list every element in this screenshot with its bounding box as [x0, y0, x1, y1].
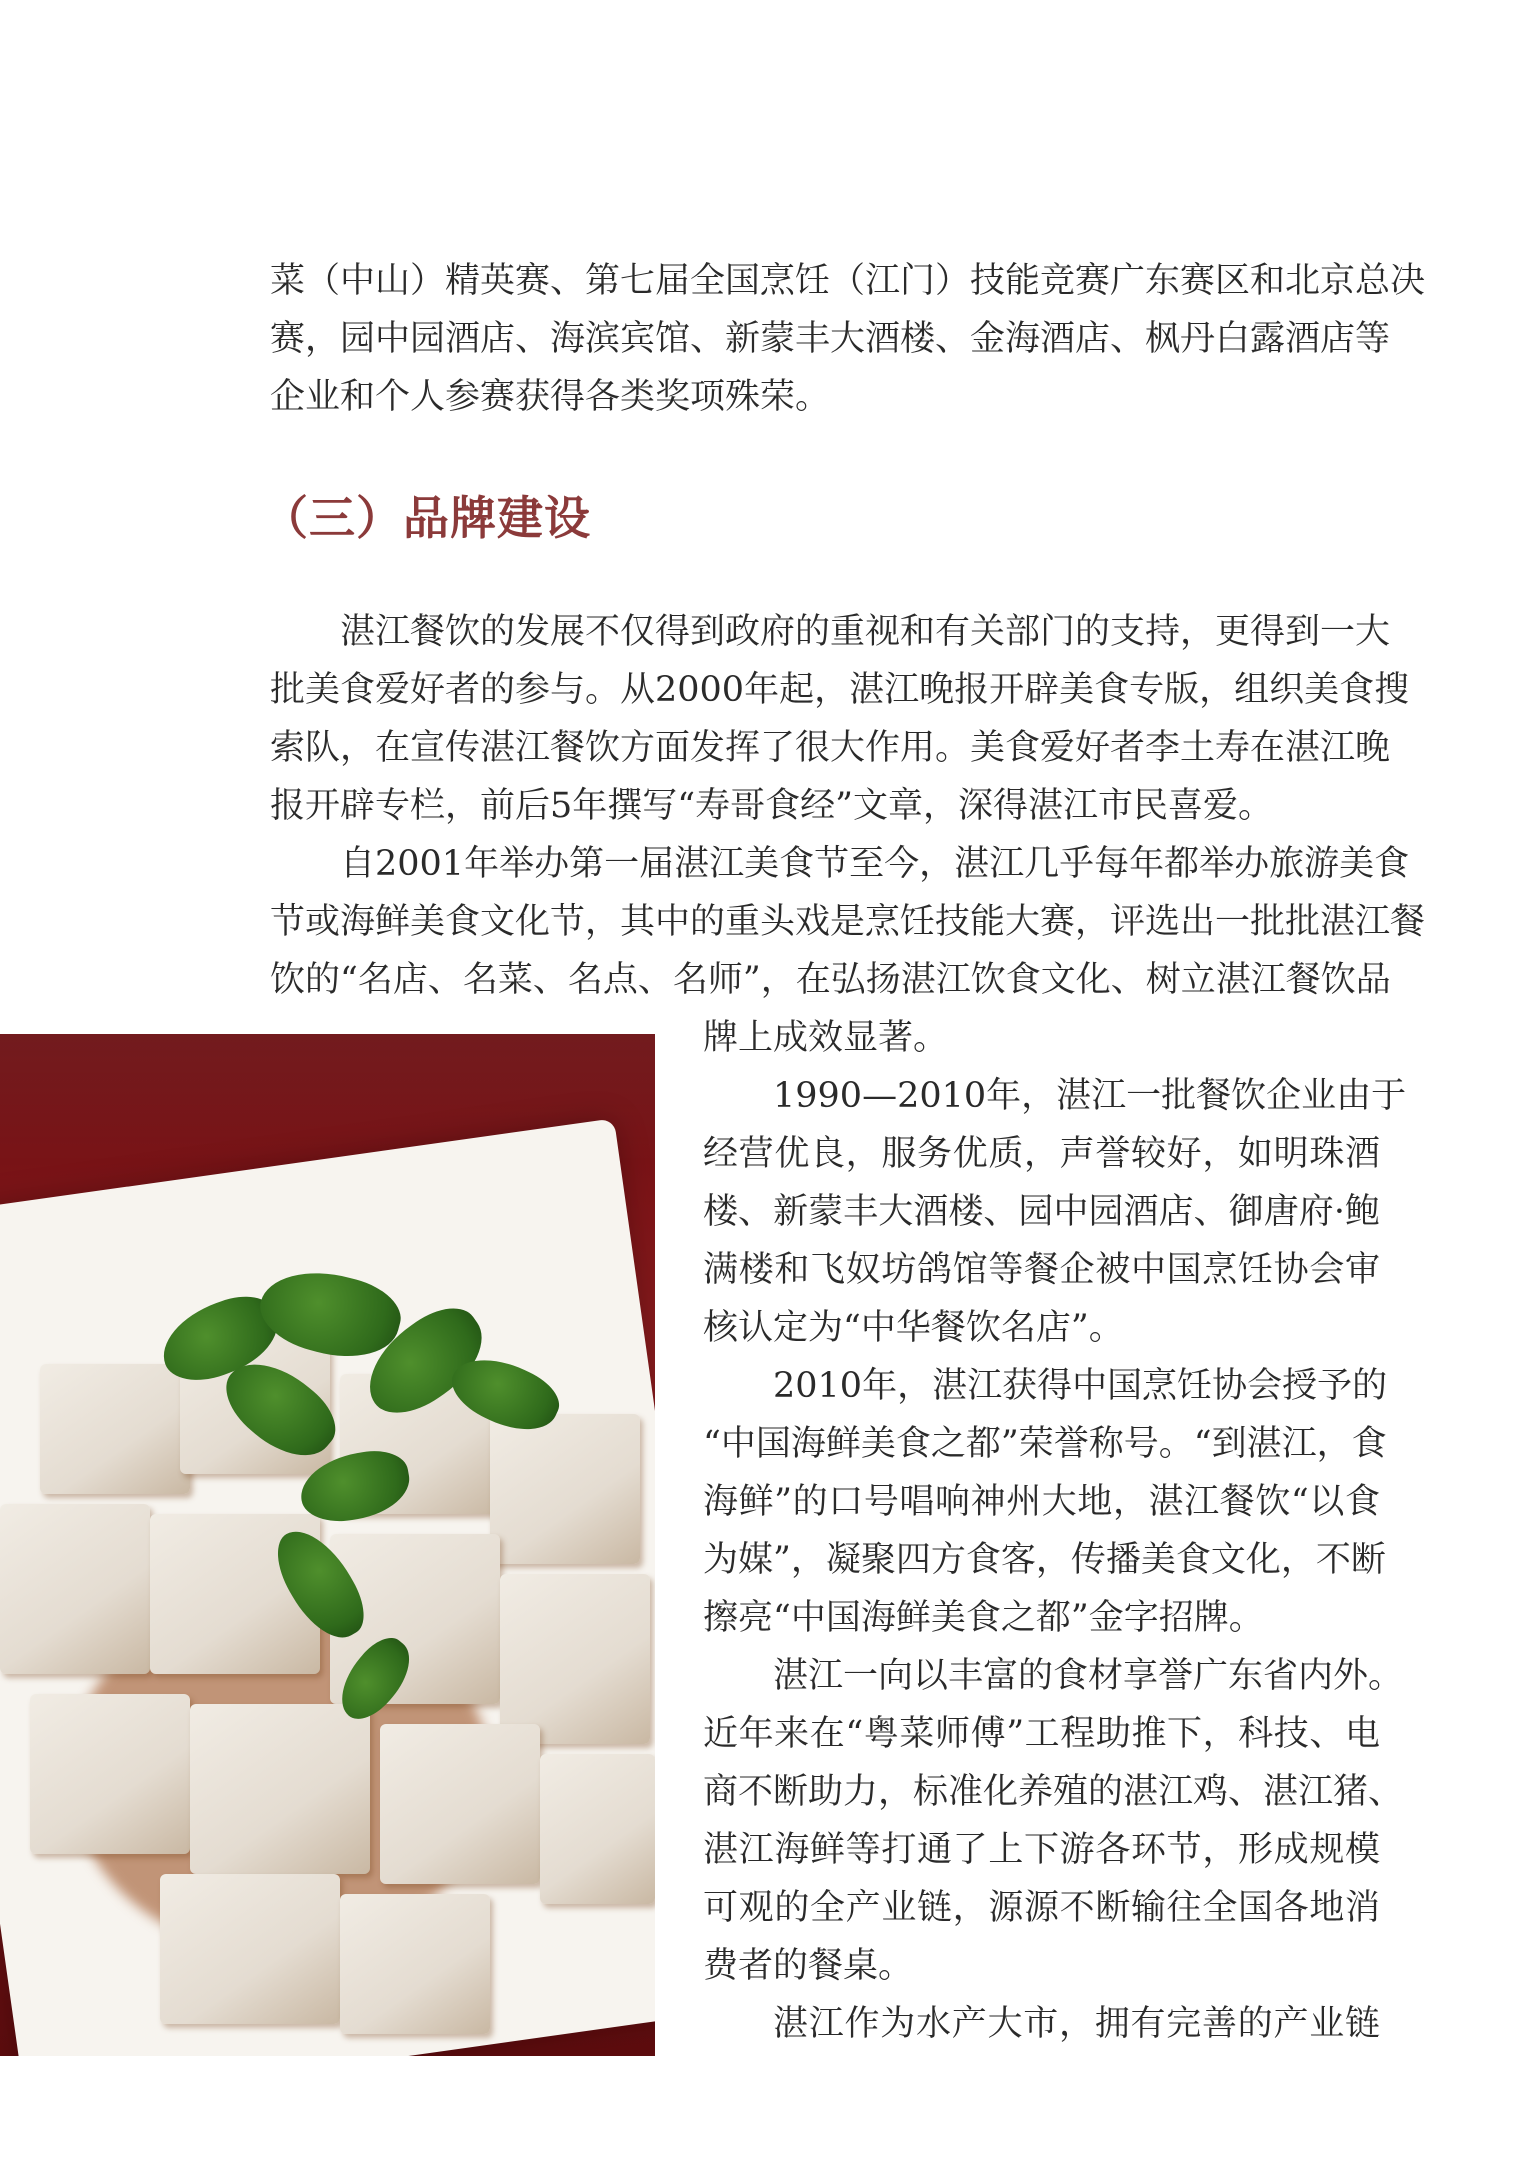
text-line: 湛江餐饮的发展不仅得到政府的重视和有关部门的支持，更得到一大: [340, 612, 1391, 652]
tofu-cube: [380, 1724, 540, 1884]
section-heading: （三）品牌建设: [262, 491, 591, 545]
text-line: 1990—2010年，湛江一批餐饮企业由于: [773, 1076, 1407, 1116]
text-line: 经营优良，服务优质，声誉较好，如明珠酒: [703, 1134, 1380, 1174]
text-line: 核认定为“中华餐饮名店”。: [703, 1308, 1124, 1348]
text-line: 海鲜”的口号唱响神州大地，湛江餐饮“以食: [703, 1482, 1380, 1522]
text-line: 商不断助力，标准化养殖的湛江鸡、湛江猪、: [703, 1772, 1404, 1812]
text-line: 饮的“名店、名菜、名点、名师”，在弘扬湛江饮食文化、树立湛江餐饮品: [270, 960, 1391, 1000]
tofu-cube: [490, 1414, 640, 1564]
text-line: 湛江海鲜等打通了上下游各环节，形成规模: [703, 1830, 1380, 1870]
text-line: 赛，园中园酒店、海滨宾馆、新蒙丰大酒楼、金海酒店、枫丹白露酒店等: [270, 319, 1391, 359]
tofu-cube: [340, 1894, 490, 2034]
text-line: 菜（中山）精英赛、第七届全国烹饪（江门）技能竞赛广东赛区和北京总决: [270, 261, 1426, 301]
text-line: 为媒”，凝聚四方食客，传播美食文化，不断: [703, 1540, 1386, 1580]
text-line: 节或海鲜美食文化节，其中的重头戏是烹饪技能大赛，评选出一批批湛江餐: [270, 902, 1426, 942]
text-line: 费者的餐桌。: [703, 1946, 914, 1986]
tofu-cube: [500, 1574, 650, 1744]
text-line: 企业和个人参赛获得各类奖项殊荣。: [270, 377, 831, 417]
text-line: 批美食爱好者的参与。从2000年起，湛江晚报开辟美食专版，组织美食搜: [270, 670, 1410, 710]
text-line: “中国海鲜美食之都”荣誉称号。“到湛江，食: [703, 1424, 1387, 1464]
text-line: 自2001年举办第一届湛江美食节至今，湛江几乎每年都举办旅游美食: [340, 844, 1410, 884]
text-line: 索队，在宣传湛江餐饮方面发挥了很大作用。美食爱好者李土寿在湛江晚: [270, 728, 1391, 768]
text-line: 满楼和飞奴坊鸽馆等餐企被中国烹饪协会审: [703, 1250, 1380, 1290]
text-line: 牌上成效显著。: [703, 1018, 949, 1058]
tofu-cube: [160, 1874, 340, 2024]
text-line: 可观的全产业链，源源不断输往全国各地消: [703, 1888, 1380, 1928]
text-line: 湛江一向以丰富的食材享誉广东省内外。: [773, 1656, 1404, 1696]
tofu-cube: [40, 1364, 190, 1494]
text-line: 2010年，湛江获得中国烹饪协会授予的: [773, 1366, 1388, 1406]
text-line: 湛江作为水产大市，拥有完善的产业链: [773, 2004, 1380, 2044]
tofu-cube: [190, 1704, 370, 1874]
food-photo: [0, 1034, 655, 2056]
text-line: 擦亮“中国海鲜美食之都”金字招牌。: [703, 1598, 1264, 1638]
text-line: 近年来在“粤菜师傅”工程助推下，科技、电: [703, 1714, 1380, 1754]
tofu-cube: [30, 1694, 190, 1854]
tofu-cube: [540, 1754, 655, 1904]
text-line: 报开辟专栏，前后5年撰写“寿哥食经”文章，深得湛江市民喜爱。: [270, 786, 1274, 826]
tofu-cube: [0, 1504, 150, 1674]
text-line: 楼、新蒙丰大酒楼、园中园酒店、御唐府·鲍: [703, 1192, 1380, 1232]
